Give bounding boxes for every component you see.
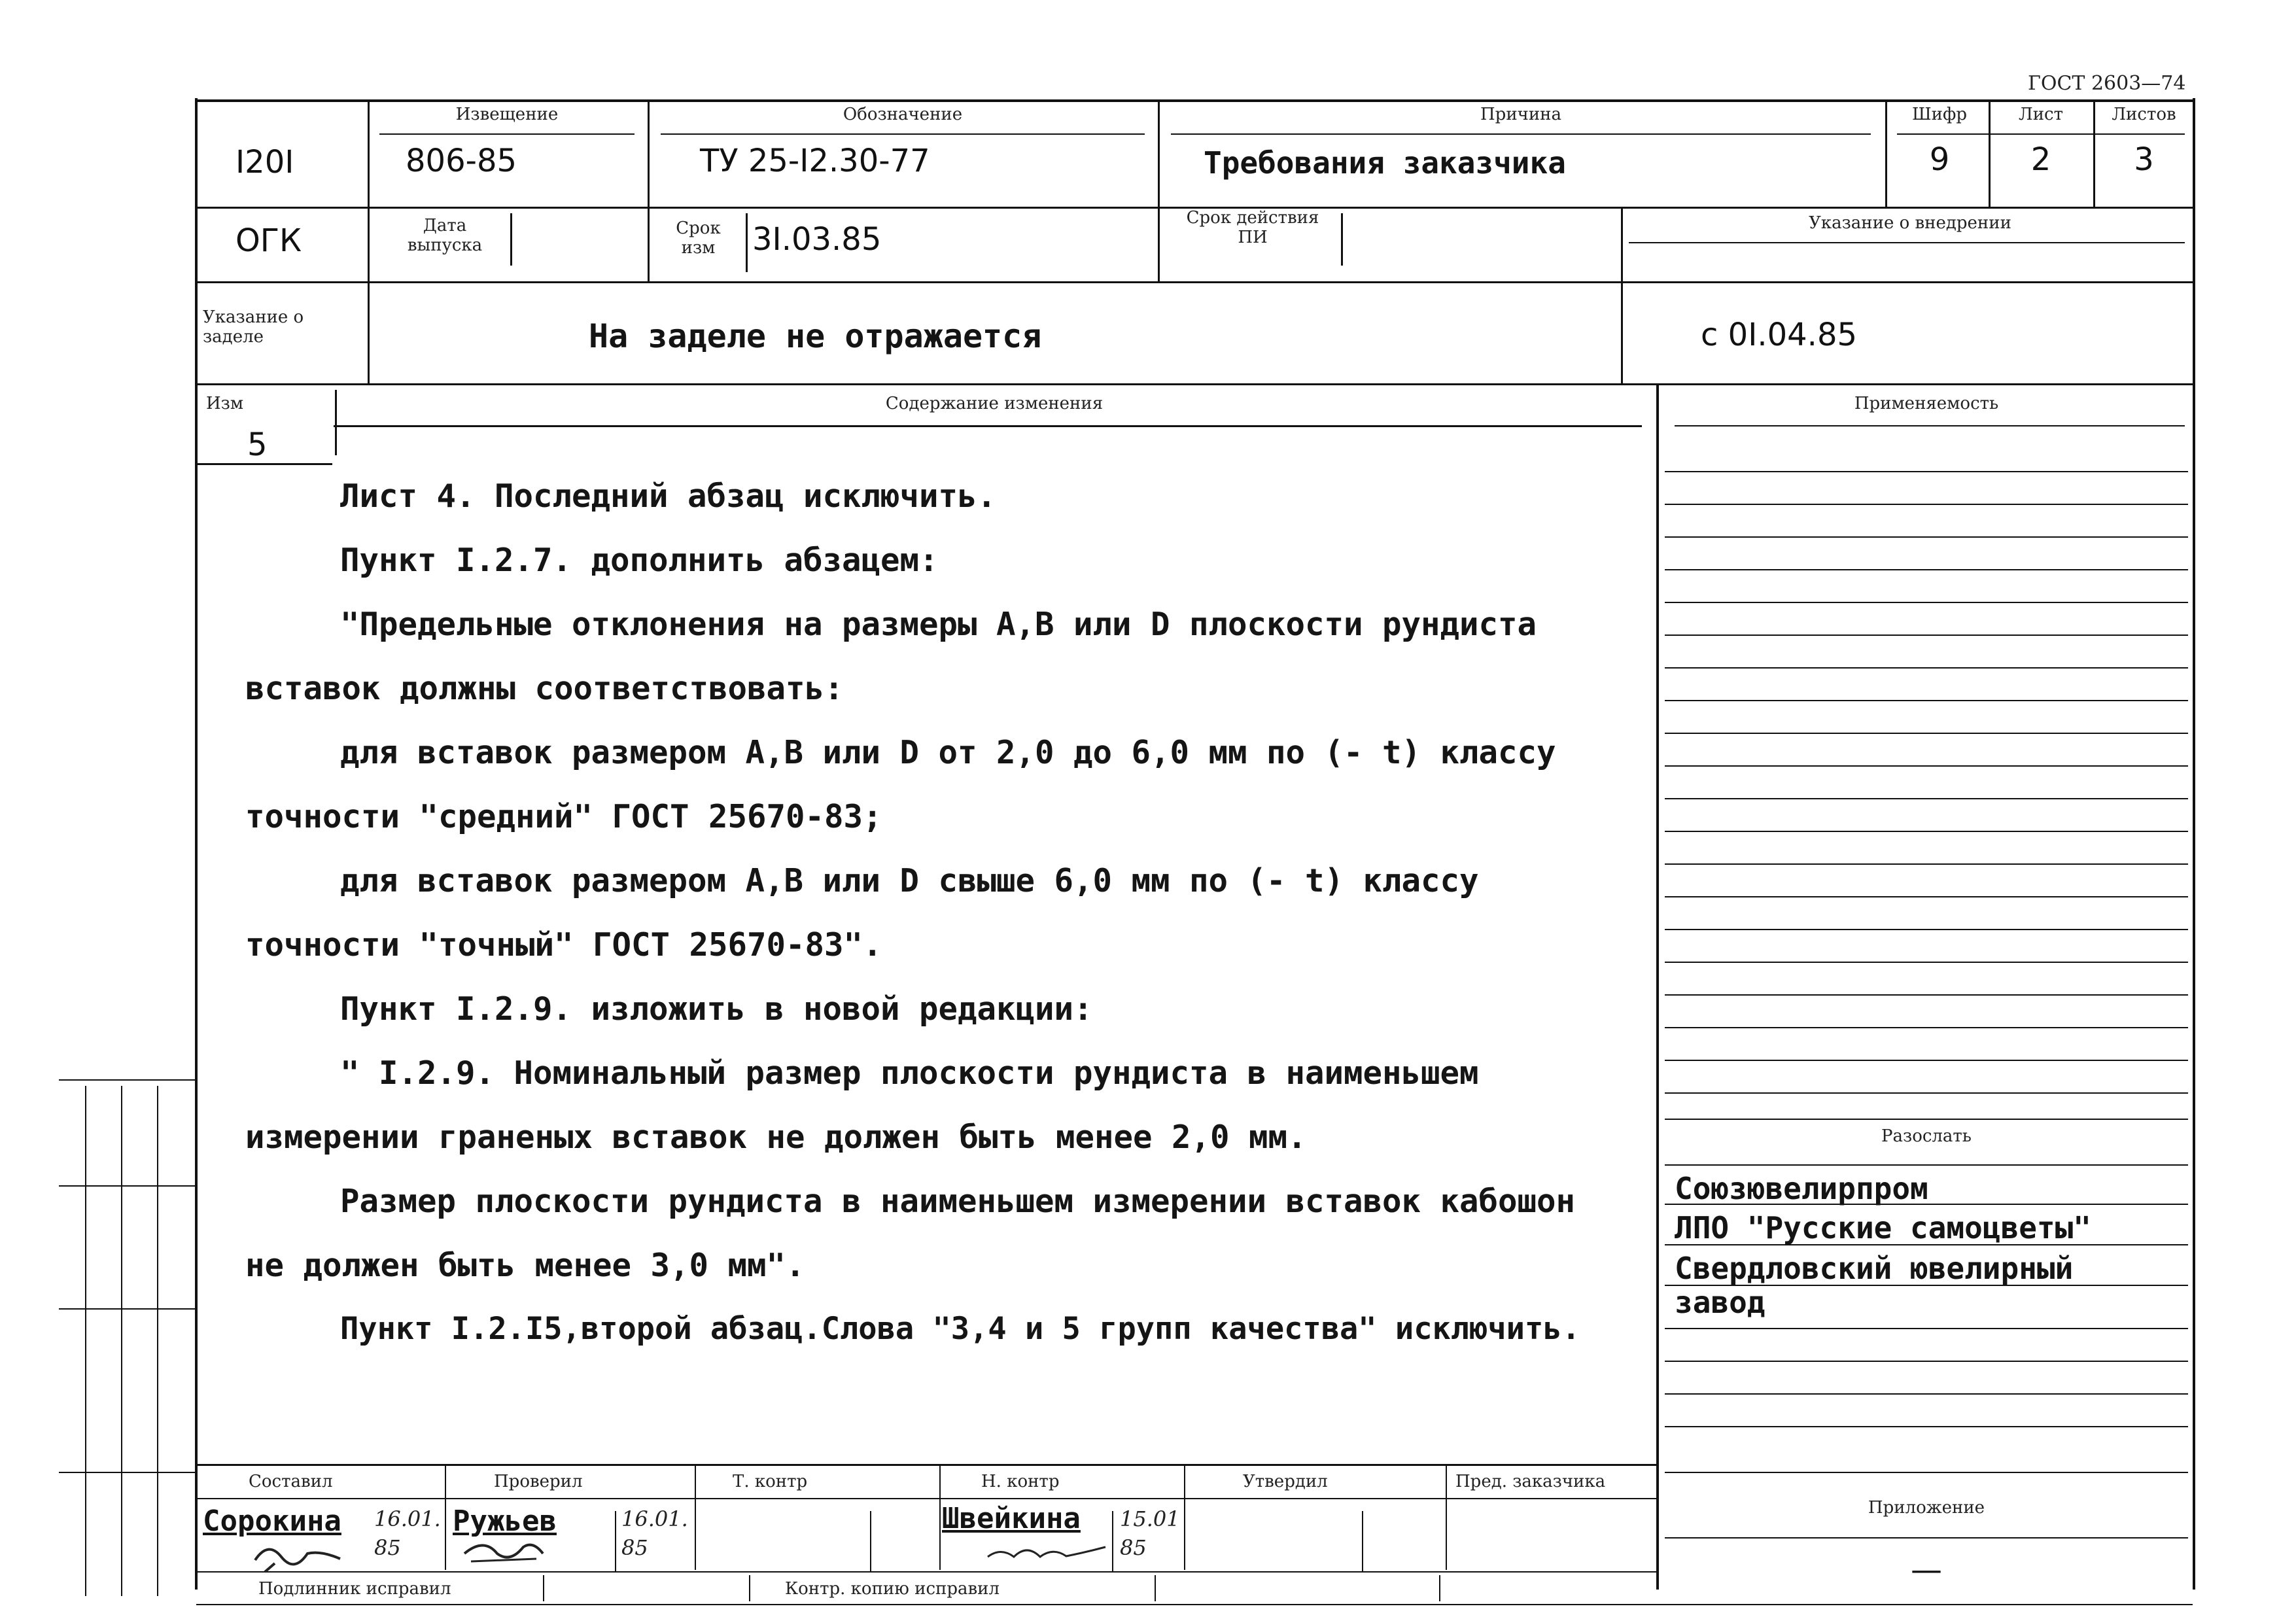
- content-line: Пункт I.2.I5,второй абзац.Слова "3,4 и 5 групп качества" исключить.: [340, 1311, 1580, 1347]
- label-izveschenie: Извещение: [455, 105, 559, 124]
- oboznachenie-value: ТУ 25-I2.30-77: [700, 143, 930, 179]
- sostavil-date: 16.01. 85: [374, 1506, 441, 1560]
- label-shifr: Шифр: [1912, 105, 1967, 124]
- label-list: Лист: [2019, 105, 2063, 124]
- label-n-kontr: Н. контр: [981, 1472, 1060, 1491]
- content-line: Пункт I.2.7. дополнить абзацем:: [340, 542, 939, 579]
- shifr-value: 9: [1929, 141, 1950, 178]
- label-kontr-kopiyu-ispravil: Контр. копию исправил: [785, 1579, 1000, 1599]
- department: ОГК: [235, 222, 302, 259]
- label-primenyaemost: Применяемость: [1854, 394, 1999, 413]
- label-oboznachenie: Обозначение: [843, 105, 963, 124]
- content-line: измерении граненых вставок не должен быть менее 2,0 мм.: [245, 1119, 1307, 1156]
- srok-izm-value: 3I.03.85: [752, 221, 882, 258]
- label-data-vypuska: Дата выпуска: [407, 216, 483, 255]
- label-prilozhenie: Приложение: [1868, 1498, 1985, 1518]
- content-line: Лист 4. Последний абзац исключить.: [340, 478, 997, 515]
- label-utverdil: Утвердил: [1243, 1472, 1328, 1491]
- distribution-line: ЛПО "Русские самоцветы": [1675, 1210, 2091, 1245]
- label-sostavil: Составил: [249, 1472, 333, 1491]
- label-t-kontr: Т. контр: [733, 1472, 808, 1491]
- prichina-value: Требования заказчика: [1204, 145, 1566, 181]
- label-ukazanie-zadele: Указание о заделе: [203, 307, 304, 347]
- list-value: 2: [2030, 141, 2051, 178]
- label-soderzhanie: Содержание изменения: [885, 394, 1104, 413]
- proveril-date: 16.01. 85: [621, 1506, 688, 1560]
- label-listov: Листов: [2112, 105, 2176, 124]
- distribution-line: завод: [1675, 1285, 1765, 1320]
- listov-value: 3: [2134, 141, 2154, 178]
- label-prichina: Причина: [1480, 105, 1561, 124]
- label-proveril: Проверил: [494, 1472, 583, 1491]
- n-kontr-date: 15.01 85: [1120, 1506, 1180, 1560]
- content-line: для вставок размером А,В или D от 2,0 до 6,0 мм по (- t) классу: [340, 734, 1556, 771]
- gost-corner-label: ГОСТ 2603—74: [2028, 72, 2186, 95]
- distribution-line: Свердловский ювелирный: [1675, 1251, 2074, 1286]
- distribution-line: Союзювелирпром: [1675, 1171, 1928, 1206]
- content-line: "Предельные отклонения на размеры А,В или D плоскости рундиста: [340, 606, 1537, 643]
- content-line: точности "точный" ГОСТ 25670-83".: [245, 926, 882, 964]
- content-line: " I.2.9. Номинальный размер плоскости рундиста в наименьшем: [340, 1054, 1479, 1092]
- content-line: вставок должны соответствовать:: [245, 670, 844, 707]
- izveschenie-number: 806-85: [406, 143, 517, 179]
- sostavil-name: Сорокина: [203, 1504, 341, 1538]
- vnedrenie-date: с 0I.04.85: [1701, 317, 1858, 353]
- signature-proveril: [458, 1534, 549, 1567]
- label-razoslat: Разослать: [1881, 1126, 1972, 1146]
- izm-number: 5: [247, 426, 268, 463]
- signature-sostavil: [249, 1534, 347, 1573]
- prilozhenie-value: —: [1911, 1552, 1942, 1588]
- label-ukazanie-vnedrenii: Указание о внедрении: [1809, 213, 2011, 233]
- label-srok-izm: Срок изм: [676, 218, 721, 258]
- n-kontr-name: Швейкина: [942, 1502, 1081, 1535]
- content-line: не должен быть менее 3,0 мм".: [245, 1247, 805, 1284]
- document-code: I20I: [235, 144, 294, 181]
- proveril-name: Ружьев: [453, 1504, 557, 1538]
- zadel-text: На заделе не отражается: [589, 317, 1042, 355]
- content-line: Размер плоскости рундиста в наименьшем измерении вставок кабошон: [340, 1183, 1576, 1220]
- label-srok-deistviya: Срок действия ПИ: [1186, 208, 1319, 247]
- content-line: точности "средний" ГОСТ 25670-83;: [245, 798, 882, 835]
- signature-n-kontr: [981, 1534, 1112, 1567]
- label-pred-zakazchika: Пред. заказчика: [1455, 1472, 1606, 1491]
- content-line: Пункт I.2.9. изложить в новой редакции:: [340, 990, 1093, 1028]
- label-podlinnik-ispravil: Подлинник исправил: [258, 1579, 451, 1599]
- content-line: для вставок размером А,В или D свыше 6,0 мм по (- t) классу: [340, 862, 1479, 899]
- label-izm: Изм: [206, 394, 244, 413]
